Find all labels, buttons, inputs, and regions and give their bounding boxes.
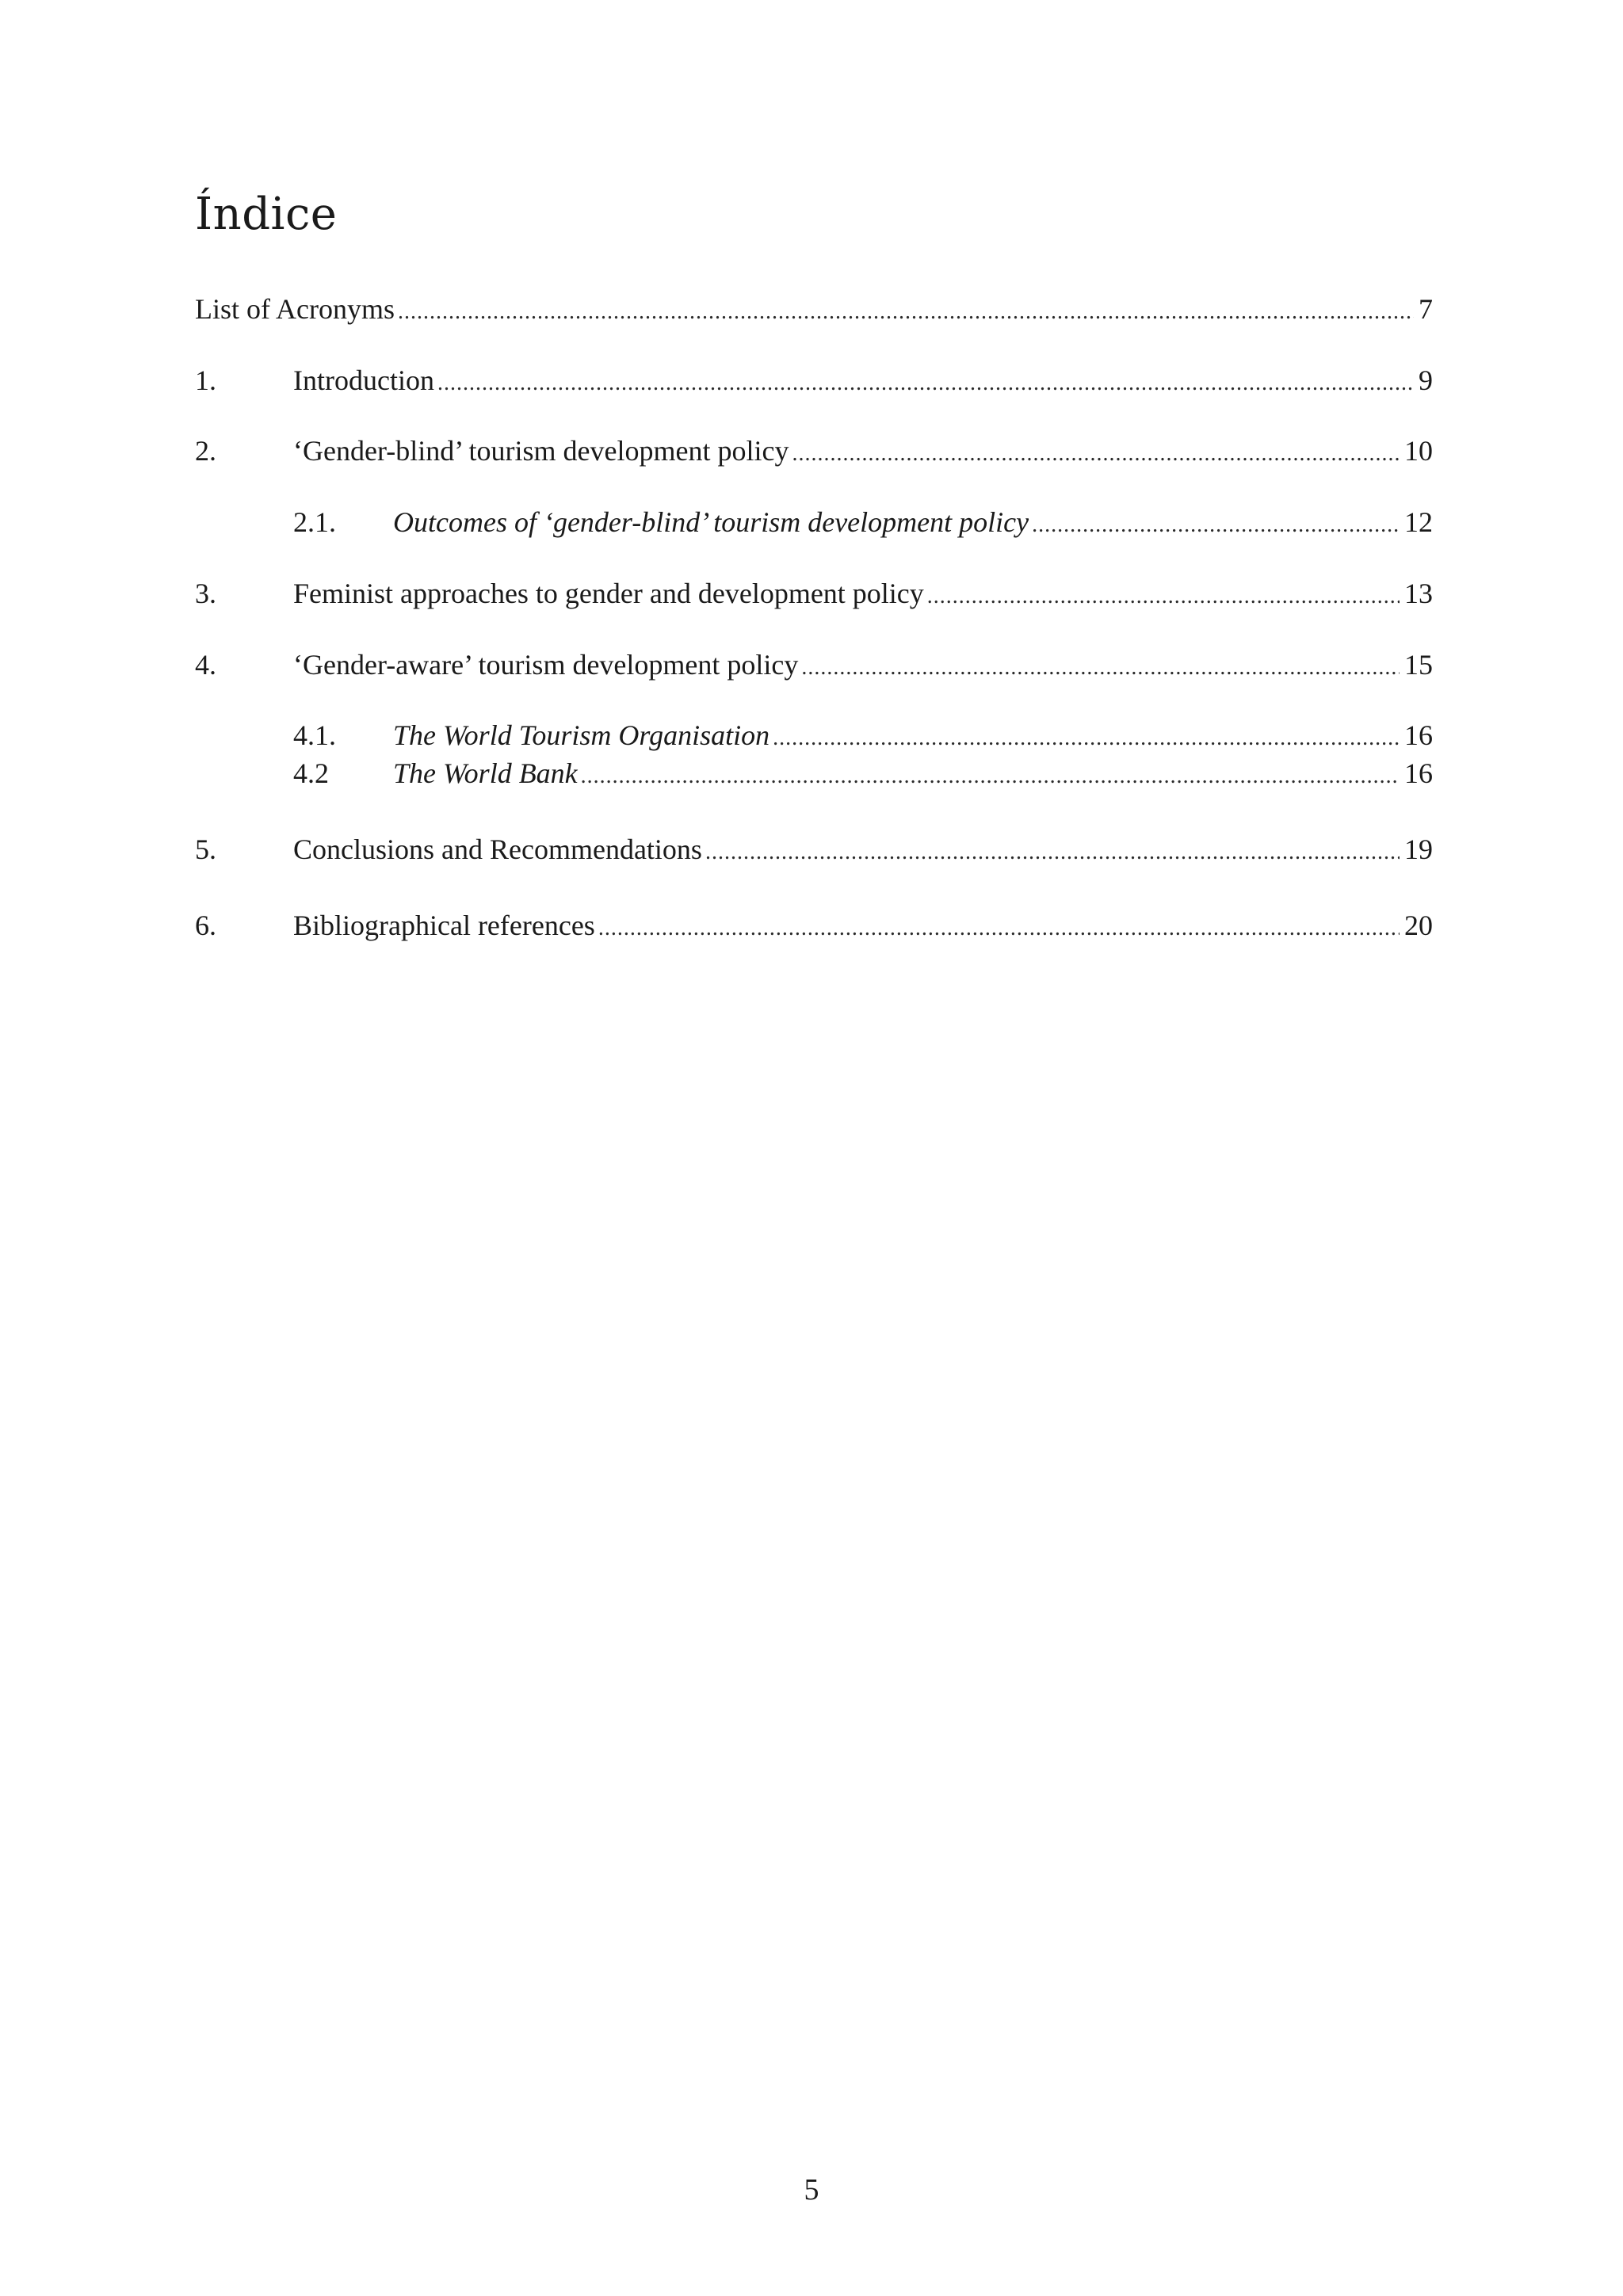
toc-entry-number: 4.2 (293, 757, 329, 789)
toc-entry-text: ‘Gender-aware’ tourism development policy (293, 649, 799, 681)
toc-entry-introduction[interactable] (195, 361, 1433, 399)
page-number: 5 (804, 2173, 819, 2206)
toc-entry-outcomes-gender-blind[interactable] (293, 503, 1433, 541)
toc-entry-page: 20 (1404, 910, 1433, 941)
toc-entry-number: 2. (195, 435, 216, 467)
toc-entry-text: Conclusions and Recommendations (293, 833, 702, 865)
toc-entry-text: Bibliographical references (293, 910, 595, 941)
toc-leader-dots (598, 910, 1400, 948)
toc-entry-gender-blind-policy[interactable] (195, 432, 1433, 470)
toc-entry-page: 16 (1404, 757, 1433, 789)
toc-entry-page: 7 (1419, 293, 1433, 325)
toc-leader-dots (792, 435, 1400, 473)
toc-entry-list-of-acronyms[interactable] (195, 290, 1433, 328)
toc-entry-number: 4.1. (293, 719, 336, 751)
toc-entry-page: 19 (1404, 833, 1433, 865)
toc-entry-page: 12 (1404, 506, 1433, 538)
toc-entry-feminist-approaches[interactable] (195, 574, 1433, 612)
toc-leader-dots (773, 719, 1400, 757)
toc-leader-dots (581, 757, 1400, 795)
toc-entry-number: 6. (195, 910, 216, 941)
toc-leader-dots (705, 833, 1400, 871)
toc-entry-bibliographical-references[interactable] (195, 906, 1433, 944)
toc-entry-world-bank[interactable] (293, 754, 1433, 792)
toc-entry-page: 9 (1419, 364, 1433, 396)
toc-entry-text: List of Acronyms (195, 293, 395, 325)
toc-entry-number: 1. (195, 364, 216, 396)
toc-entry-world-tourism-organisation[interactable] (293, 716, 1433, 754)
page-title: Índice (195, 189, 338, 240)
toc-entry-number: 2.1. (293, 506, 336, 538)
toc-leader-dots (437, 364, 1414, 402)
toc-entry-gender-aware-policy[interactable] (195, 646, 1433, 684)
toc-entry-page: 15 (1404, 649, 1433, 681)
toc-leader-dots (801, 649, 1400, 687)
toc-leader-dots (927, 578, 1400, 616)
toc-entry-page: 16 (1404, 719, 1433, 751)
toc-entry-text: Feminist approaches to gender and development policy (293, 578, 924, 609)
toc-entry-number: 3. (195, 578, 216, 609)
toc-entry-text: Outcomes of ‘gender-blind’ tourism development policy (393, 506, 1029, 538)
toc-entry-text: Introduction (293, 364, 434, 396)
toc-entry-number: 4. (195, 649, 216, 681)
toc-entry-page: 13 (1404, 578, 1433, 609)
toc-leader-dots (1032, 506, 1400, 544)
toc-entry-conclusions[interactable] (195, 830, 1433, 868)
toc-entry-text: The World Bank (393, 757, 578, 789)
toc-leader-dots (398, 293, 1414, 331)
toc-entry-text: The World Tourism Organisation (393, 719, 770, 751)
toc-entry-page: 10 (1404, 435, 1433, 467)
toc-entry-text: ‘Gender-blind’ tourism development policy (293, 435, 789, 467)
toc-entry-number: 5. (195, 833, 216, 865)
